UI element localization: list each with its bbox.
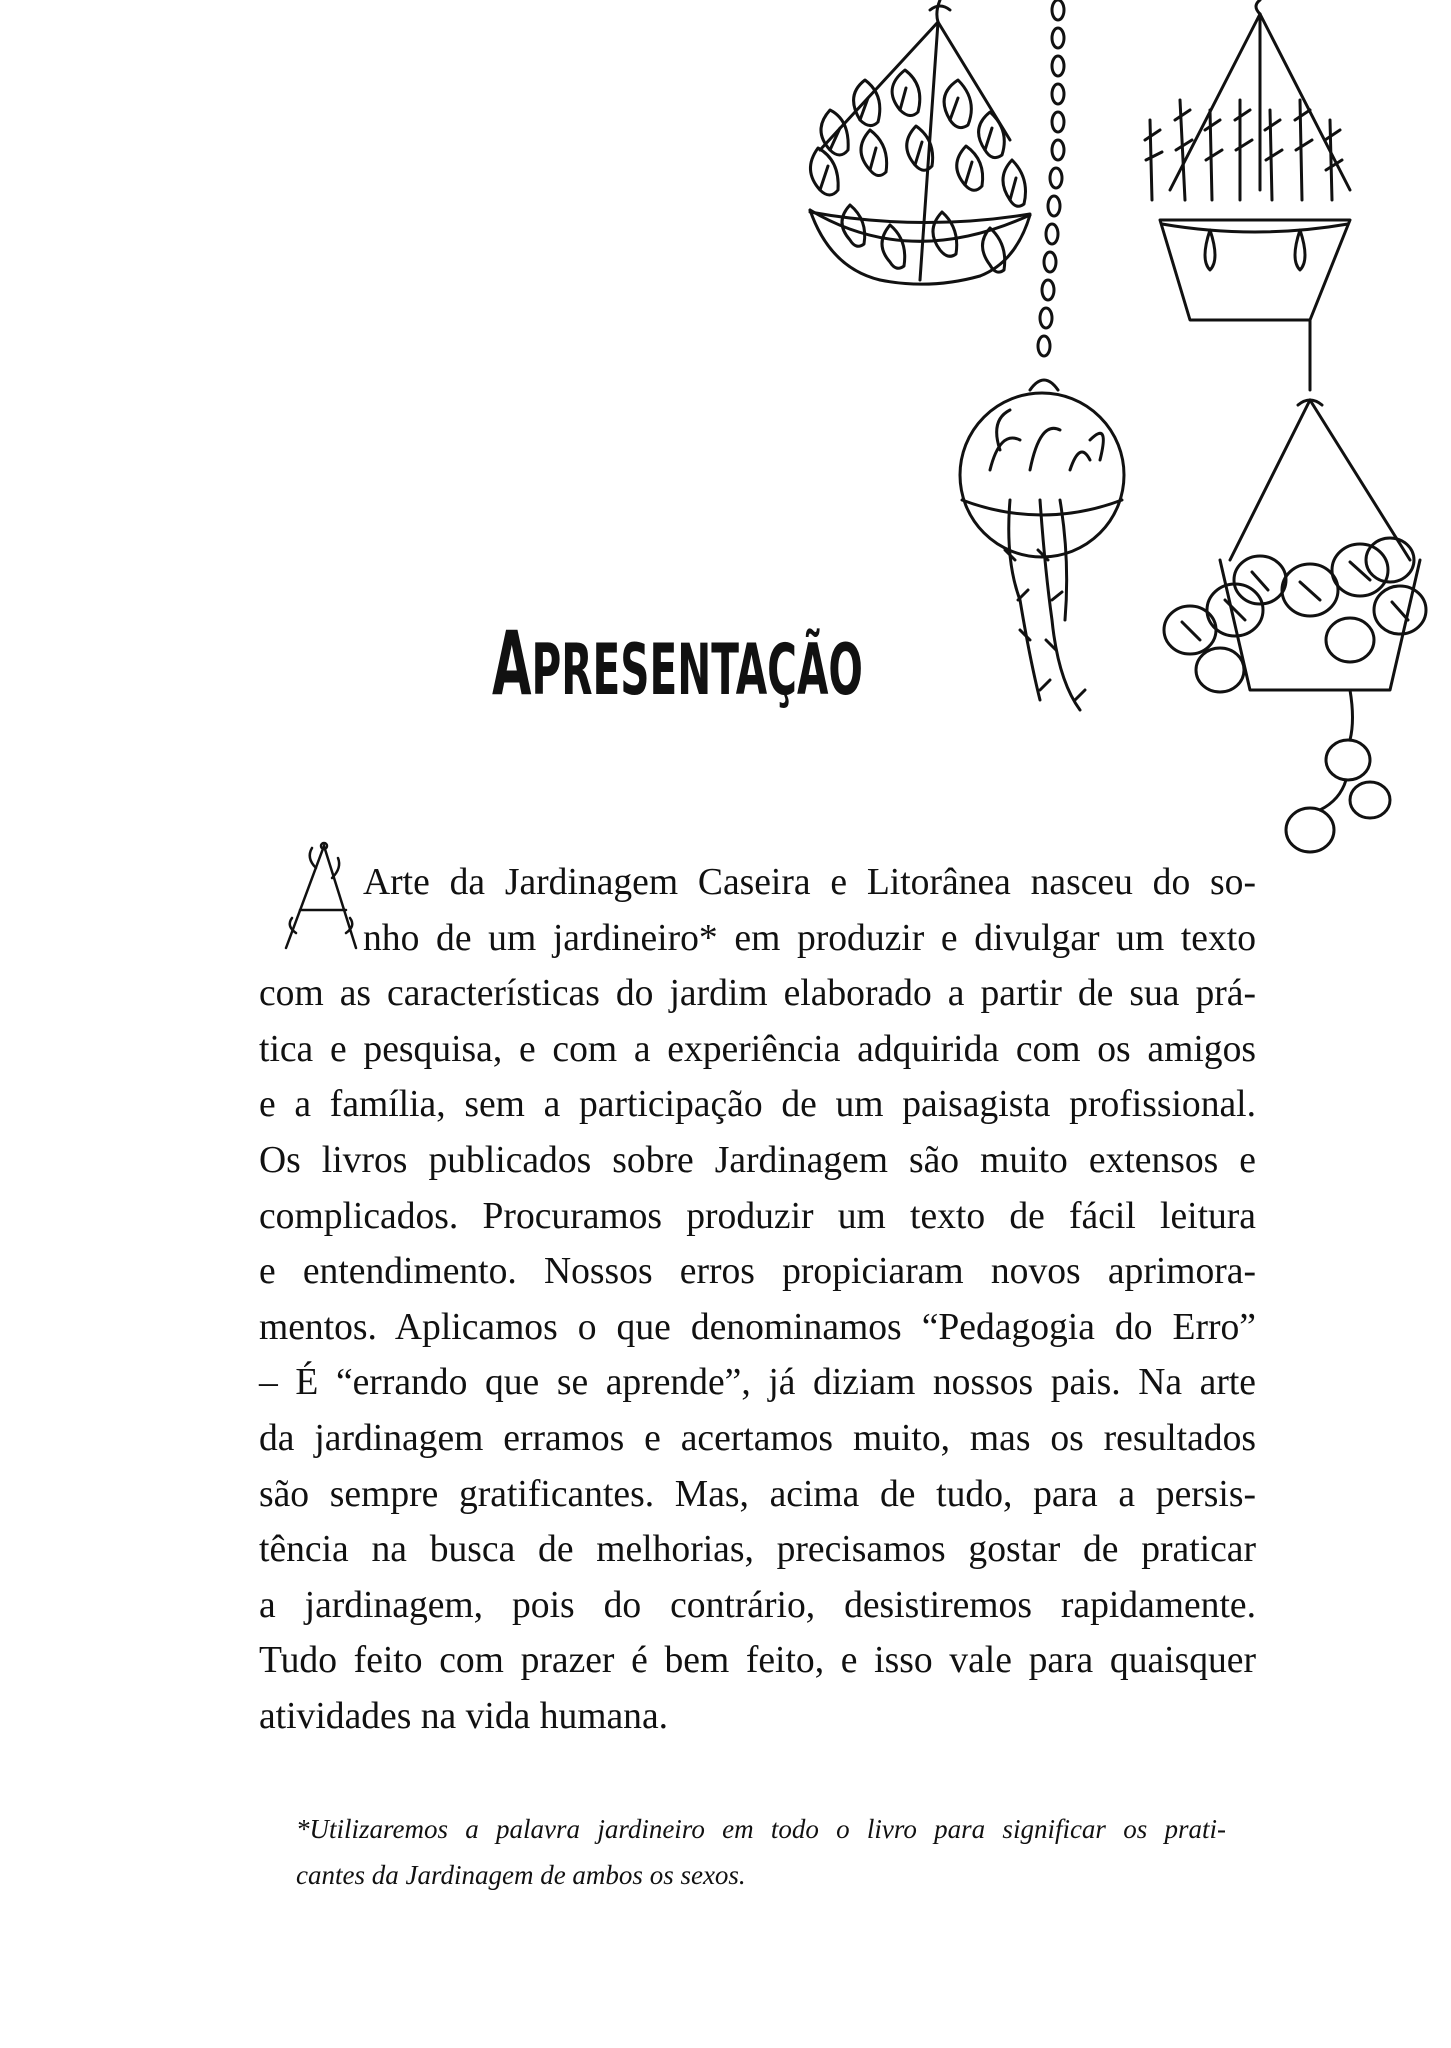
body-line: são sempre gratificantes. Mas, acima de tudo, para a persis- [259,1473,1256,1515]
body-line: – É “errando que se aprende”, já diziam nossos pais. Na arte [259,1362,1256,1404]
body-line: Tudo feito com prazer é bem feito, e isso vale para quaisquer [259,1640,1256,1682]
body-line: da jardinagem erramos e acertamos muito, mas os resultados [259,1417,1256,1459]
body-line: tica e pesquisa, e com a experiência adquirida com os amigos [259,1028,1256,1070]
rosemary-hanging-pot [1145,0,1350,390]
title-first-letter: A [492,612,532,715]
body-paragraph [259,855,1256,1745]
footnote-line: cantes da Jardinagem de ambos os sexos. [296,1860,746,1890]
body-line: Os livros publicados sobre Jardinagem são muito extensos e [259,1139,1256,1181]
body-line: Arte da Jardinagem Caseira e Litorânea nasceu do so- [363,862,1256,903]
body-line: tência na busca de melhorias, precisamos gostar de praticar [259,1529,1256,1571]
body-line: a jardinagem, pois do contrário, desistiremos rapidamente. [259,1584,1256,1626]
peperomia-hanging-pot [1164,400,1426,852]
body-line: com as características do jardim elaborado a partir de sua prá- [259,973,1256,1015]
body-line: complicados. Procuramos produzir um texto de fácil leitura [259,1195,1256,1237]
hanging-plants-icon [790,0,1451,880]
body-line: e a família, sem a participação de um paisagista profissional. [259,1084,1256,1126]
terrarium-globe [960,393,1124,710]
footnote-line: *Utilizaremos a palavra jardineiro em todo o livro para significar os prati- [296,1814,1226,1844]
body-line: e entendimento. Nossos erros propiciaram novos aprimora- [259,1251,1256,1293]
footnote [296,1806,1226,1898]
body-line: mentos. Aplicamos o que denominamos “Pedagogia do Erro” [259,1306,1256,1348]
body-line: nho de um jardineiro* em produzir e divulgar um texto [363,917,1256,959]
body-line: atividades na vida humana. [259,1695,669,1737]
bead-chain [1030,0,1064,390]
page-title [492,612,863,715]
title-rest: PRESENTAÇÃO [531,629,863,711]
pothos-hanging-pot [810,0,1030,284]
hanging-plants-illustration [790,0,1451,880]
